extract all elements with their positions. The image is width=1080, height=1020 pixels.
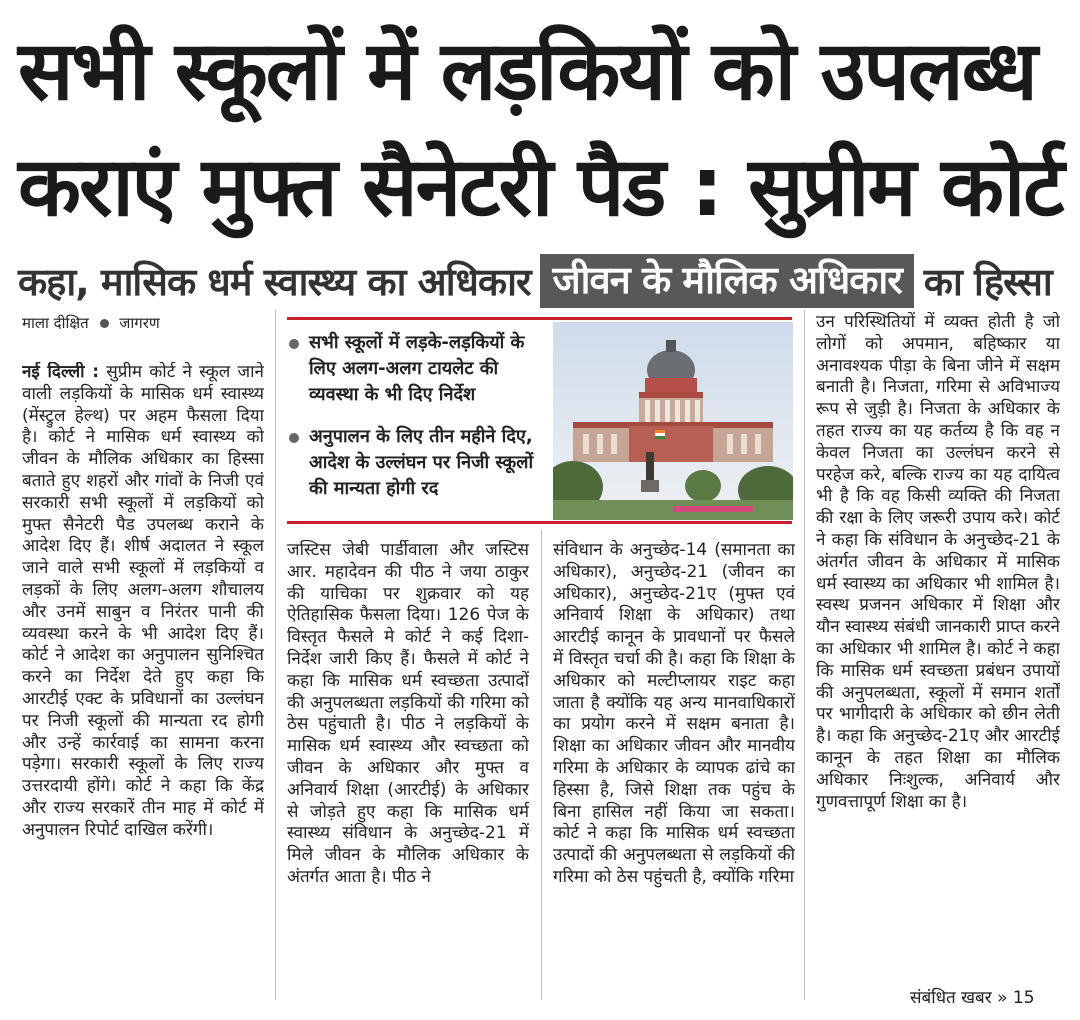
subheadline: [18, 255, 1068, 307]
highlight-item: [287, 424, 549, 502]
byline: [22, 313, 160, 333]
dateline: नई दिल्ली :: [22, 362, 100, 382]
article-col1-text: सुप्रीम कोर्ट ने स्कूल जाने वाली लड़कियों के मासिक धर्म स्वास्थ्य (मेंस्ट्रुल हेल्थ) पर अहम फैसला दिया है। कोर्ट ने मासिक धर्म स्वास्थ्य को जीवन के मौलिक अधिकार का हिस्सा बताते हुए शहरों और गांवों के निजी एवं सरकारी सभी स्कूलों में लड़कियों को मुफ्त सैनेटरी पैड उपलब्ध कराने के आदेश दिए हैं। शीर्ष अदालत ने स्कूल जाने वाले सभी स्कूलों में लड़कियों व लड़कों के लिए अलग-अलग शौचालय और उनमें साबुन व निरंतर पानी की व्यवस्था करने के भी आदेश दिए हैं। कोर्ट ने आदेश का अनुपालन सुनिश्चित करने का निर्देश देते हुए कहा कि आरटीई एक्ट के प्रविधानों का उल्लंघन पर निजी स्कूलों की मान्यता रद होगी और उन्हें कार्रवाई का सामना करना पड़ेगा। सरकारी स्कूलों के लिए राज्य उत्तरदायी होंगे। कोर्ट ने कहा कि केंद्र और राज्य सरकारें तीन माह में कोर्ट में अनुपालन रिपोर्ट दाखिल करेंगी।: [22, 362, 264, 840]
highlight-item: [287, 330, 549, 408]
highlight-text: अनुपालन के लिए तीन महीने दिए, आदेश के उल्लंघन पर निजी स्कूलों की मान्यता होगी रद: [309, 426, 534, 499]
article-column-2: [287, 540, 529, 1002]
column-divider-1: [275, 310, 276, 1000]
column-divider-2: [541, 530, 542, 1000]
subheadline-highlight: जीवन के मौलिक अधिकार: [540, 254, 913, 308]
article-column-3: [553, 540, 795, 1002]
headline-line-1: सभी स्कूलों में लड़कियों को उपलब्ध: [18, 24, 1036, 119]
related-news-reference: संबंधित खबर » 15: [910, 988, 1035, 1008]
supreme-court-photo: [553, 322, 793, 520]
article-col4-text: उन परिस्थितियों में व्यक्त होती है जो लोगों को अपमान, बहिष्कार या अनावश्यक पीड़ा के बिना जीने में सक्षम बनाती है। निजता, गरिमा से अविभाज्य रूप से जुड़ी है। निजता के अधिकार के तहत राज्य का यह कर्तव्य है कि वह न केवल निजता का उल्लंघन करने से परहेज करे, बल्कि राज्य का यह दायित्व भी है कि वह किसी व्यक्ति की निजता की रक्षा के लिए जरूरी उपाय करे। कोर्ट ने कहा कि संविधान के अनुच्छेद-21 के अंतर्गत जीवन के अधिकार में मासिक धर्म स्वास्थ्य का अधिकार भी शामिल है। स्वस्थ प्रजनन अधिकार में शिक्षा और यौन स्वास्थ्य संबंधी जानकारी प्राप्त करने का अधिकार भी शामिल है। कोर्ट ने कहा कि मासिक धर्म स्वच्छता प्रबंधन उपायों की अनुपलब्धता, स्कूलों में समान शर्तों पर भागीदारी के अधिकार को छीन लेती है। कहा कि अनुच्छेद-21ए और आरटीई कानून के तहत शिक्षा का मौलिक अधिकार निःशुल्क, अनिवार्य और गुणवत्तापूर्ण शिक्षा का है।: [816, 312, 1060, 812]
article-column-1: [22, 362, 264, 1002]
column-divider-3: [804, 310, 805, 1000]
headline-line-2: कराएं मुफ्त सैनेटरी पैड : सुप्रीम कोर्ट: [18, 140, 1063, 235]
supreme-court-illustration: [553, 322, 793, 520]
article-col3-text: संविधान के अनुच्छेद-14 (समानता का अधिकार), अनुच्छेद-21 (जीवन का अधिकार), अनुच्छेद-21ए (मुफ्त एवं अनिवार्य शिक्षा के अधिकार) तथा आरटीई कानून के प्रावधानों पर फैसले में विस्तृत चर्चा की है। कहा कि शिक्षा के अधिकार को मल्टीप्लायर राइट कहा जाता है क्योंकि यह अन्य मानवाधिकारों का प्रयोग करने में सक्षम बनाता है। शिक्षा का अधिकार जीवन और मानवीय गरिमा के अधिकार के व्यापक ढांचे का हिस्सा है, जिसे शिक्षा तक पहुंच के बिना हासिल नहीं किया जा सकता। कोर्ट ने कहा कि मासिक धर्म स्वच्छता उत्पादों की अनुपलब्धता से लड़कियों की गरिमा को ठेस पहुंचती है, क्योंकि गरिमा: [553, 540, 795, 887]
article-column-4: [816, 312, 1060, 976]
bullet-icon: [289, 433, 299, 443]
byline-dot-icon: [100, 319, 109, 328]
subheadline-after: का हिस्सा: [923, 260, 1052, 304]
subheadline-before: कहा, मासिक धर्म स्वास्थ्य का अधिकार: [18, 260, 531, 304]
bullet-icon: [289, 339, 299, 349]
byline-author: माला दीक्षित: [22, 314, 89, 332]
article-col2-text: जस्टिस जेबी पार्डीवाला और जस्टिस आर. महादेवन की पीठ ने जया ठाकुर की याचिका पर शुक्रवार को यह ऐतिहासिक फैसला दिया। 126 पेज के विस्तृत फैसले मे कोर्ट ने कई दिशा-निर्देश जारी किए हैं। फैसले में कोर्ट ने कहा कि मासिक धर्म स्वच्छता उत्पादों की अनुपलब्धता लड़कियों की गरिमा को ठेस पहुंचाती है। पीठ ने लड़कियों के मासिक धर्म स्वास्थ्य और स्वच्छता को जीवन के अधिकार और मुफ्त व अनिवार्य शिक्षा (आरटीई) के अधिकार से जोड़ते हुए कहा कि मासिक धर्म स्वास्थ्य संविधान के अनुच्छेद-21 में मिले जीवन के मौलिक अधिकार के अंतर्गत आता है। पीठ ने: [287, 540, 529, 887]
highlights-box: [287, 318, 552, 522]
byline-source: जागरण: [119, 314, 160, 332]
highlight-text: सभी स्कूलों में लड़के-लड़कियों के लिए अलग-अलग टायलेट की व्यवस्था के भी दिए निर्देश: [309, 332, 525, 405]
